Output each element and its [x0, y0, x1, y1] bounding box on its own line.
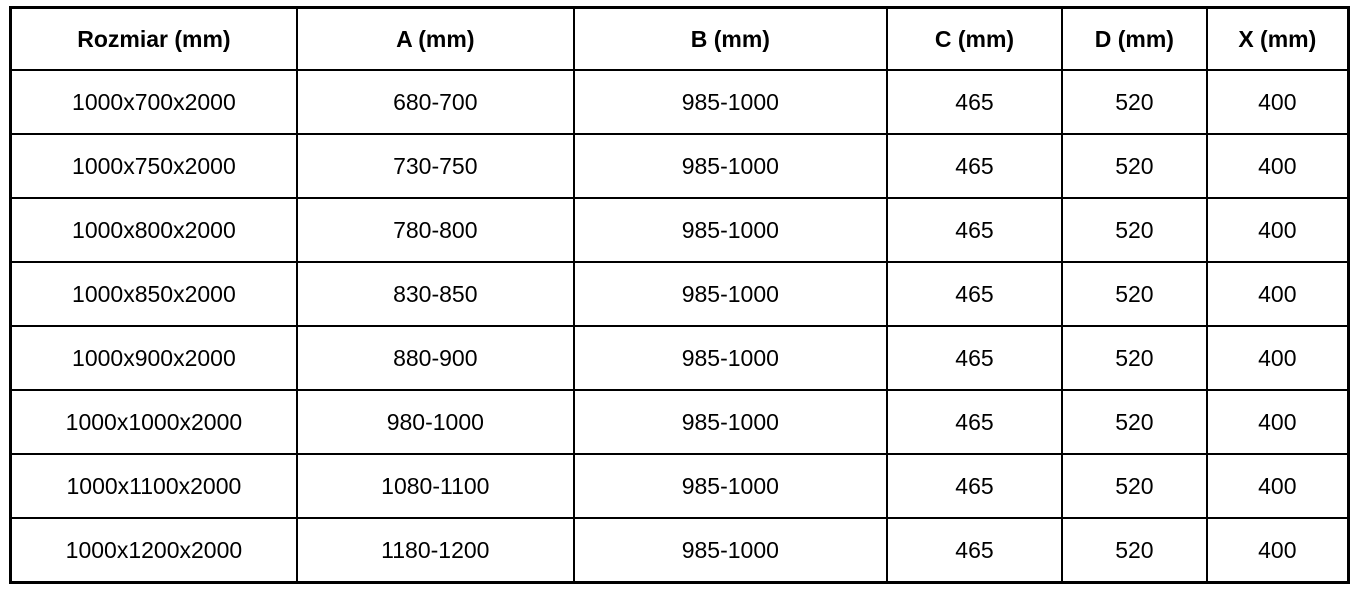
cell-x: 400	[1207, 134, 1349, 198]
cell-b: 985-1000	[574, 518, 887, 583]
header-d: D (mm)	[1062, 8, 1207, 71]
cell-x: 400	[1207, 518, 1349, 583]
cell-x: 400	[1207, 70, 1349, 134]
cell-rozmiar: 1000x1200x2000	[11, 518, 297, 583]
cell-b: 985-1000	[574, 198, 887, 262]
header-rozmiar: Rozmiar (mm)	[11, 8, 297, 71]
cell-d: 520	[1062, 454, 1207, 518]
cell-x: 400	[1207, 262, 1349, 326]
table-row	[11, 198, 1349, 262]
cell-b: 985-1000	[574, 134, 887, 198]
cell-c: 465	[887, 198, 1062, 262]
cell-d: 520	[1062, 134, 1207, 198]
header-b: B (mm)	[574, 8, 887, 71]
cell-a: 1080-1100	[297, 454, 574, 518]
cell-x: 400	[1207, 198, 1349, 262]
cell-c: 465	[887, 262, 1062, 326]
header-x: X (mm)	[1207, 8, 1349, 71]
cell-x: 400	[1207, 454, 1349, 518]
cell-x: 400	[1207, 326, 1349, 390]
cell-a: 680-700	[297, 70, 574, 134]
table-row	[11, 326, 1349, 390]
header-a: A (mm)	[297, 8, 574, 71]
size-spec-table	[9, 6, 1350, 584]
cell-d: 520	[1062, 70, 1207, 134]
cell-a: 1180-1200	[297, 518, 574, 583]
cell-b: 985-1000	[574, 70, 887, 134]
table-row	[11, 70, 1349, 134]
cell-rozmiar: 1000x800x2000	[11, 198, 297, 262]
cell-c: 465	[887, 390, 1062, 454]
cell-x: 400	[1207, 390, 1349, 454]
cell-b: 985-1000	[574, 262, 887, 326]
cell-a: 730-750	[297, 134, 574, 198]
table-row	[11, 454, 1349, 518]
table-row	[11, 262, 1349, 326]
table-header	[11, 8, 1349, 71]
cell-a: 780-800	[297, 198, 574, 262]
cell-b: 985-1000	[574, 390, 887, 454]
cell-d: 520	[1062, 518, 1207, 583]
cell-rozmiar: 1000x850x2000	[11, 262, 297, 326]
table-row	[11, 390, 1349, 454]
cell-d: 520	[1062, 262, 1207, 326]
cell-d: 520	[1062, 390, 1207, 454]
cell-c: 465	[887, 70, 1062, 134]
cell-c: 465	[887, 134, 1062, 198]
cell-rozmiar: 1000x750x2000	[11, 134, 297, 198]
cell-b: 985-1000	[574, 326, 887, 390]
cell-rozmiar: 1000x1000x2000	[11, 390, 297, 454]
cell-c: 465	[887, 518, 1062, 583]
cell-rozmiar: 1000x700x2000	[11, 70, 297, 134]
header-c: C (mm)	[887, 8, 1062, 71]
cell-d: 520	[1062, 198, 1207, 262]
cell-rozmiar: 1000x1100x2000	[11, 454, 297, 518]
cell-c: 465	[887, 454, 1062, 518]
cell-d: 520	[1062, 326, 1207, 390]
table-row	[11, 134, 1349, 198]
cell-b: 985-1000	[574, 454, 887, 518]
table-body	[11, 70, 1349, 583]
header-row	[11, 8, 1349, 71]
cell-c: 465	[887, 326, 1062, 390]
table-row	[11, 518, 1349, 583]
cell-rozmiar: 1000x900x2000	[11, 326, 297, 390]
cell-a: 980-1000	[297, 390, 574, 454]
cell-a: 830-850	[297, 262, 574, 326]
cell-a: 880-900	[297, 326, 574, 390]
